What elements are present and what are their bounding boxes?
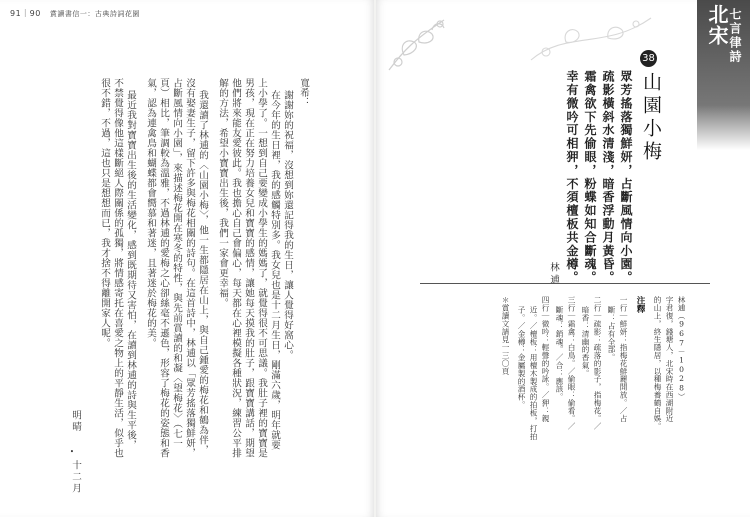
letter-column: 解的方法，希望小寶寶出生後，我們一家會更幸福。 xyxy=(217,78,228,308)
letter-column: 最近我對寶寶出生後的生活變化，感到既期待又害怕，在讀到林逋的詩與生平後， xyxy=(125,90,136,450)
notes-heading: 注釋 xyxy=(635,296,645,313)
letter-column: 占斷風情向小園」，來描述梅花開在寒冬的特性，與先前賞讀的和凝〈望梅花〉（七一 xyxy=(171,78,182,449)
dynasty-label: 北宋 xyxy=(705,4,729,46)
note-item: 二行｜疏影：疏落的影子，指梅花。／ xyxy=(593,296,602,431)
note-item: 斷魂：銷魂。／合：應該。 xyxy=(555,306,564,401)
running-head xyxy=(10,8,140,19)
letter-column: 男孩，現在正在努力培養女兒和寶寶的感情，讓她每天摸我的肚子，跟寶寶講話，期望 xyxy=(243,78,254,458)
dynasty-banner xyxy=(697,0,750,517)
note-item: 斷：占有全部。 xyxy=(607,306,616,362)
note-item: 三行｜霜禽：白鳥。／偷眼：偷看。／ xyxy=(567,296,576,431)
letter-column: 很不錯，不過，這也只是想想而已，我才捨不得離開家人呢。 xyxy=(99,78,110,348)
poem-line: 眾芳搖落獨鮮妍，占斷風情向小園。 xyxy=(619,70,633,285)
note-item: 近。／檀板：用檀木製成的拍板，打拍 xyxy=(529,306,538,441)
letter-column: 他們將來能友愛彼此。我也擔心自己會偏心，每天都在心裡模擬各種狀況，練習公平排 xyxy=(230,78,241,458)
letter-column: 上小學了。一想到自己要變成小學生的媽媽了，就覺得很不可思議。我肚子裡的寶寶是 xyxy=(256,78,267,458)
page-numbers: 91｜90 xyxy=(10,9,41,18)
section-divider xyxy=(420,283,710,284)
note-item: 四行｜微吟：輕聲的吟詠。／狎：親 xyxy=(541,296,550,423)
letter-column: 頁）相比，筆調較為溫雅，不過林逋的愛梅之心卻絲毫不遜色，形容了梅花的姿態和香 xyxy=(158,78,169,458)
poem-line: 幸有微吟可相狎，不須檀板共金樽。 xyxy=(565,70,579,285)
book-title: 賞讀書信一：古典詩詞花園 xyxy=(49,10,140,18)
poem-line: 疏影橫斜水清淺，暗香浮動月黃昏。 xyxy=(601,70,615,285)
letter-signoff-date: 十二月 xyxy=(70,460,81,495)
author-note: 林逋（967－1028） xyxy=(677,296,686,401)
author-note: 字君復，錢塘人，北宋時在西湖附近 xyxy=(665,296,674,423)
letter-column: 不禁覺得像他這樣斷絕人際關係的孤獨，將情感寄托在喜愛之物上的平靜生活，似乎也 xyxy=(112,78,123,458)
letter-column: 在今年的生日裡，我的感觸特別多。我女兒也是十二月生日，剛滿六歲，明年就要 xyxy=(269,90,280,450)
note-item: 一行｜鮮妍：指梅花鮮麗開放。／占 xyxy=(619,296,628,423)
note-item: 暗香：清幽的香氣。 xyxy=(581,306,590,378)
genre-label: 七言律詩 xyxy=(728,8,742,64)
letter-column: 謝謝妳的祝福，沒想到妳還記得我的生日，讓人覺得好窩心。 xyxy=(282,90,293,360)
left-page xyxy=(0,0,374,517)
right-page xyxy=(376,0,750,517)
letter-signoff-name: 明晴 xyxy=(70,410,81,434)
poem-author: 林逋 xyxy=(548,262,559,287)
signoff-dot: • xyxy=(68,448,76,458)
cross-reference: ＊賞讀文請見一三〇頁 xyxy=(501,296,510,375)
floral-ornament-icon xyxy=(384,10,454,80)
poem-line: 霜禽欲下先偷眼，粉蝶如知合斷魂。 xyxy=(583,70,597,285)
poem-number-badge: 38 xyxy=(640,50,657,67)
letter-column: 沒有娶妻生子，留下許多與梅花相關的詩句。在這首詩中，林逋以「眾芳搖落獨鮮妍， xyxy=(184,78,195,458)
letter-salutation: 寬希： xyxy=(298,78,309,107)
floral-ornament-icon xyxy=(526,10,656,70)
letter-column: 氣，認為連禽鳥和蝴蝶都會嚮慕和著迷，且著迷於梅花的美。 xyxy=(145,78,156,348)
poem-title: 山園小梅 xyxy=(640,72,662,164)
author-note: 的山上，終生隱居，以種梅養鶴自娛。 xyxy=(653,296,662,431)
note-item: 子。／金樽：金屬製的酒杯。 xyxy=(517,306,526,409)
letter-column: 我還讀了林逋的〈山園小梅〉，他一生都隱居在山上，與自己鍾愛的梅花和鶴為伴， xyxy=(197,90,208,456)
